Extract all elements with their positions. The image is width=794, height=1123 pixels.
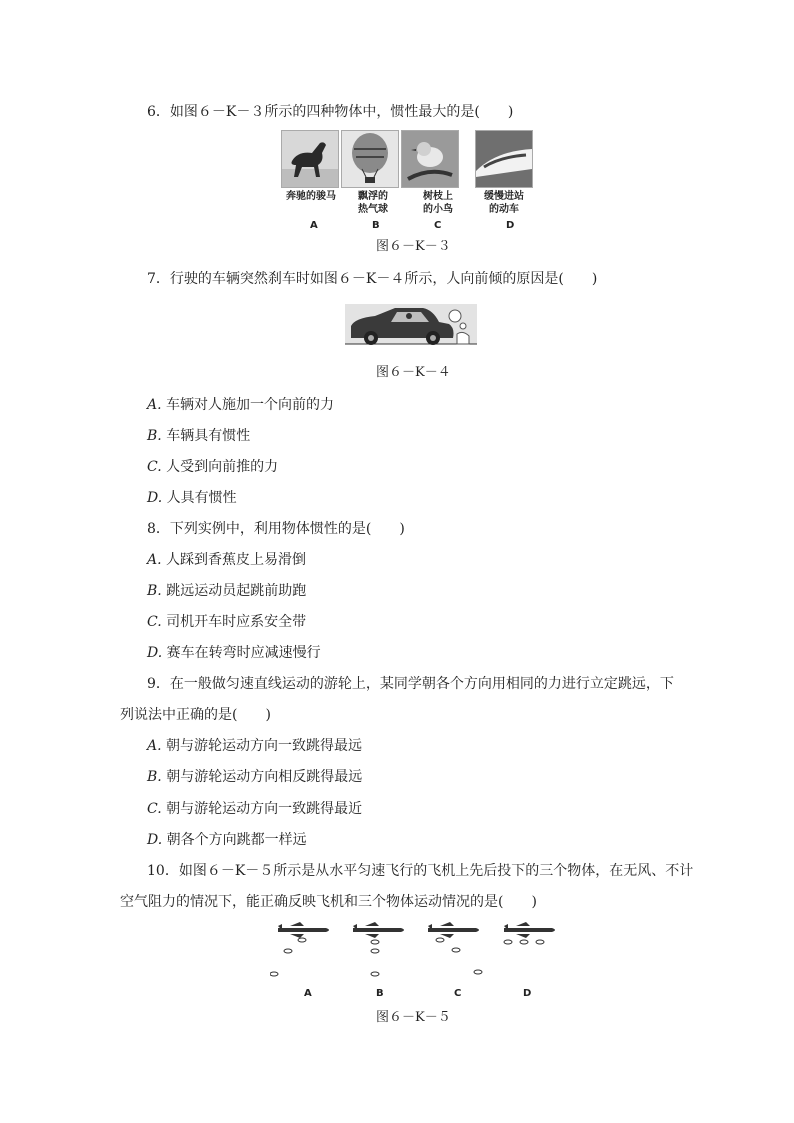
- q9-option-b-letter: B.: [147, 769, 162, 785]
- q6-letter-d: D: [506, 220, 515, 231]
- q7-figure-caption: 图６－K－４: [376, 365, 451, 380]
- q10-figure-a: [270, 920, 340, 990]
- q9-text-line1: 9．在一般做匀速直线运动的游轮上，某同学朝各个方向用相同的力进行立定跳远，下: [147, 676, 674, 692]
- q6-letter-c: C: [434, 220, 442, 231]
- q6-caption-c-2: 的小鸟: [423, 204, 453, 215]
- q10-text-line1: 10．如图６－K－５所示是从水平匀速飞行的飞机上先后投下的三个物体，在无风、不计: [147, 863, 694, 879]
- q8-option-d-text: 赛车在转弯时应减速慢行: [166, 645, 321, 661]
- q6-letter-a: A: [310, 220, 318, 231]
- train-image: [475, 130, 533, 188]
- q10-letter-b: B: [376, 988, 384, 999]
- q8-option-b-text: 跳远运动员起跳前助跑: [166, 583, 307, 599]
- q7-option-c-text: 人受到向前推的力: [166, 459, 279, 475]
- q7-option-c: [147, 458, 278, 476]
- q8-option-c-letter: C.: [147, 614, 162, 630]
- q7-option-a-letter: A.: [147, 397, 162, 413]
- q10-letter-a: A: [304, 988, 312, 999]
- q10-figure-d: [496, 920, 566, 990]
- q7-option-a-text: 车辆对人施加一个向前的力: [166, 397, 335, 413]
- q9-option-b: [147, 768, 362, 786]
- q7-option-b-text: 车辆具有惯性: [166, 428, 251, 444]
- q6-caption-b-2: 热气球: [358, 204, 388, 215]
- q7-option-d-text: 人具有惯性: [166, 490, 237, 506]
- q7-option-b: [147, 427, 250, 445]
- q10-letter-d: D: [523, 988, 532, 999]
- q10-figure-caption: 图６－K－５: [376, 1010, 451, 1025]
- q6-caption-b-1: 飘浮的: [358, 191, 388, 202]
- q10-letter-c: C: [454, 988, 462, 999]
- q8-option-a-letter: A.: [147, 552, 162, 568]
- q8-option-a: [147, 551, 306, 569]
- q10-text-line2: 空气阻力的情况下，能正确反映飞机和三个物体运动情况的是( ): [120, 894, 537, 910]
- q7-text: 7．行驶的车辆突然刹车时如图６－K－４所示，人向前倾的原因是( ): [147, 271, 598, 287]
- q6-caption-a: 奔驰的骏马: [286, 191, 336, 202]
- q8-option-c: [147, 613, 306, 631]
- q8-text: 8．下列实例中，利用物体惯性的是( ): [147, 521, 405, 537]
- q7-option-d: [147, 489, 237, 507]
- q9-option-c: [147, 800, 362, 818]
- q8-option-b: [147, 582, 306, 600]
- q6-figure-caption: 图６－K－３: [376, 239, 451, 254]
- q7-option-a: [147, 396, 334, 414]
- q6-caption-c-1: 树枝上: [423, 191, 453, 202]
- q8-option-a-text: 人踩到香蕉皮上易滑倒: [166, 552, 307, 568]
- q6-letter-b: B: [372, 220, 380, 231]
- q6-caption-d-1: 缓慢进站: [484, 191, 524, 202]
- q8-option-b-letter: B.: [147, 583, 162, 599]
- q8-option-d: [147, 644, 321, 662]
- q9-option-c-letter: C.: [147, 801, 162, 817]
- q9-option-c-text: 朝与游轮运动方向一致跳得最近: [166, 801, 363, 817]
- q9-option-d-letter: D.: [147, 832, 163, 848]
- q8-option-c-text: 司机开车时应系安全带: [166, 614, 307, 630]
- q7-option-d-letter: D.: [147, 490, 163, 506]
- horse-image: [281, 130, 339, 188]
- q9-option-a-letter: A.: [147, 738, 162, 754]
- q9-option-d: [147, 831, 307, 849]
- q10-figure-c: [420, 920, 490, 990]
- q7-option-c-letter: C.: [147, 459, 162, 475]
- balloon-image: [341, 130, 399, 188]
- q9-option-b-text: 朝与游轮运动方向相反跳得最远: [166, 769, 363, 785]
- q7-option-b-letter: B.: [147, 428, 162, 444]
- q9-text-line2: 列说法中正确的是( ): [120, 707, 271, 723]
- q9-option-a: [147, 737, 362, 755]
- q9-option-d-text: 朝各个方向跳都一样远: [166, 832, 307, 848]
- braking-car-figure: [345, 300, 477, 350]
- q6-text: 6．如图６－K－３所示的四种物体中，惯性最大的是( ): [147, 104, 514, 120]
- q9-option-a-text: 朝与游轮运动方向一致跳得最远: [166, 738, 363, 754]
- q8-option-d-letter: D.: [147, 645, 163, 661]
- q6-caption-d-2: 的动车: [489, 204, 519, 215]
- q10-figure-b: [345, 920, 415, 990]
- bird-image: [401, 130, 459, 188]
